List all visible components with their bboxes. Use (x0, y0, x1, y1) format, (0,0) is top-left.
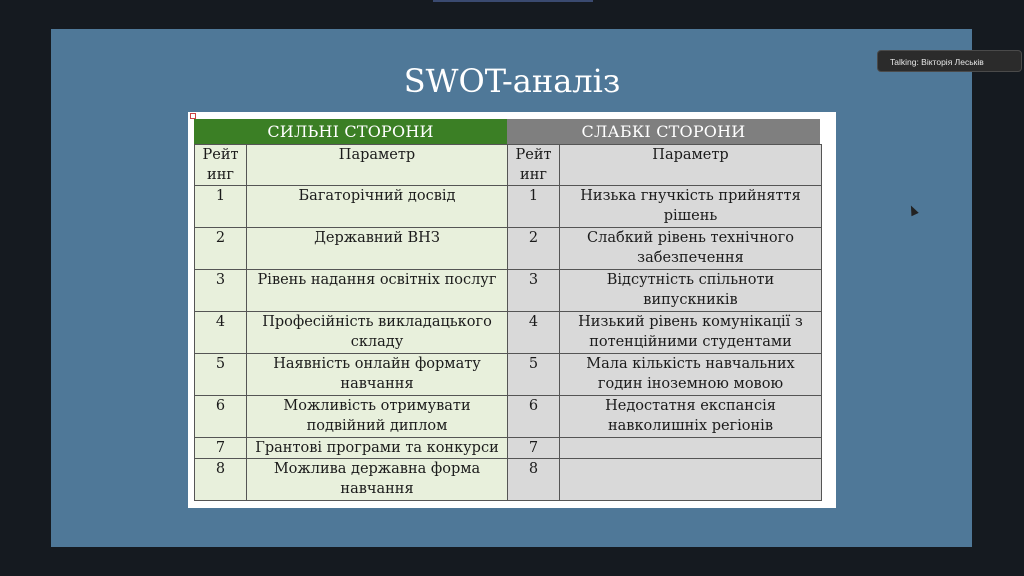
weaknesses-parameter-header: Параметр (560, 145, 822, 186)
table-row (195, 396, 822, 438)
strength-rating: 5 (195, 354, 247, 396)
strengths-header: СИЛЬНІ СТОРОНИ (194, 119, 507, 144)
weaknesses-header: СЛАБКІ СТОРОНИ (507, 119, 820, 144)
strength-rating: 1 (195, 186, 247, 228)
strength-parameter: Грантові програми та конкурси (247, 438, 508, 459)
weakness-parameter: Низька гнучкість прийняття рішень (560, 186, 822, 228)
strength-rating: 7 (195, 438, 247, 459)
table-header-row (195, 145, 822, 186)
strength-parameter: Рівень надання освітніх послуг (247, 270, 508, 312)
table-row (195, 228, 822, 270)
strength-rating: 6 (195, 396, 247, 438)
weakness-parameter: Слабкий рівень технічного забезпечення (560, 228, 822, 270)
slide-title: SWOT-аналіз (403, 62, 621, 100)
strength-rating: 2 (195, 228, 247, 270)
swot-table (194, 144, 822, 501)
table-row (195, 270, 822, 312)
strength-parameter: Можлива державна форма навчання (247, 459, 508, 501)
strength-rating: 3 (195, 270, 247, 312)
strength-parameter: Професійність викладацького складу (247, 312, 508, 354)
strength-parameter: Державний ВНЗ (247, 228, 508, 270)
weakness-parameter: Низький рівень комунікації з потенційними студентами (560, 312, 822, 354)
weakness-rating: 7 (508, 438, 560, 459)
weakness-rating: 6 (508, 396, 560, 438)
strength-parameter: Багаторічний досвід (247, 186, 508, 228)
weakness-parameter: Мала кількість навчальних годин іноземною мовою (560, 354, 822, 396)
weakness-rating: 2 (508, 228, 560, 270)
top-window-strip (433, 0, 593, 2)
strength-parameter: Можливість отримувати подвійний диплом (247, 396, 508, 438)
weaknesses-rating-header: Рейт инг (508, 145, 560, 186)
weakness-rating: 4 (508, 312, 560, 354)
weakness-parameter (560, 438, 822, 459)
weakness-rating: 3 (508, 270, 560, 312)
weakness-rating: 5 (508, 354, 560, 396)
table-row (195, 312, 822, 354)
strength-rating: 4 (195, 312, 247, 354)
table-row (195, 438, 822, 459)
weakness-parameter: Недостатня експансія навколишніх регіонів (560, 396, 822, 438)
table-row (195, 186, 822, 228)
talking-indicator: Talking: Вікторія Леськів (877, 50, 1022, 72)
table-row (195, 354, 822, 396)
strength-parameter: Наявність онлайн формату навчання (247, 354, 508, 396)
table-row (195, 459, 822, 501)
weakness-rating: 8 (508, 459, 560, 501)
weakness-rating: 1 (508, 186, 560, 228)
weakness-parameter: Відсутність спільноти випускників (560, 270, 822, 312)
strengths-rating-header: Рейт инг (195, 145, 247, 186)
weakness-parameter (560, 459, 822, 501)
strength-rating: 8 (195, 459, 247, 501)
strengths-parameter-header: Параметр (247, 145, 508, 186)
